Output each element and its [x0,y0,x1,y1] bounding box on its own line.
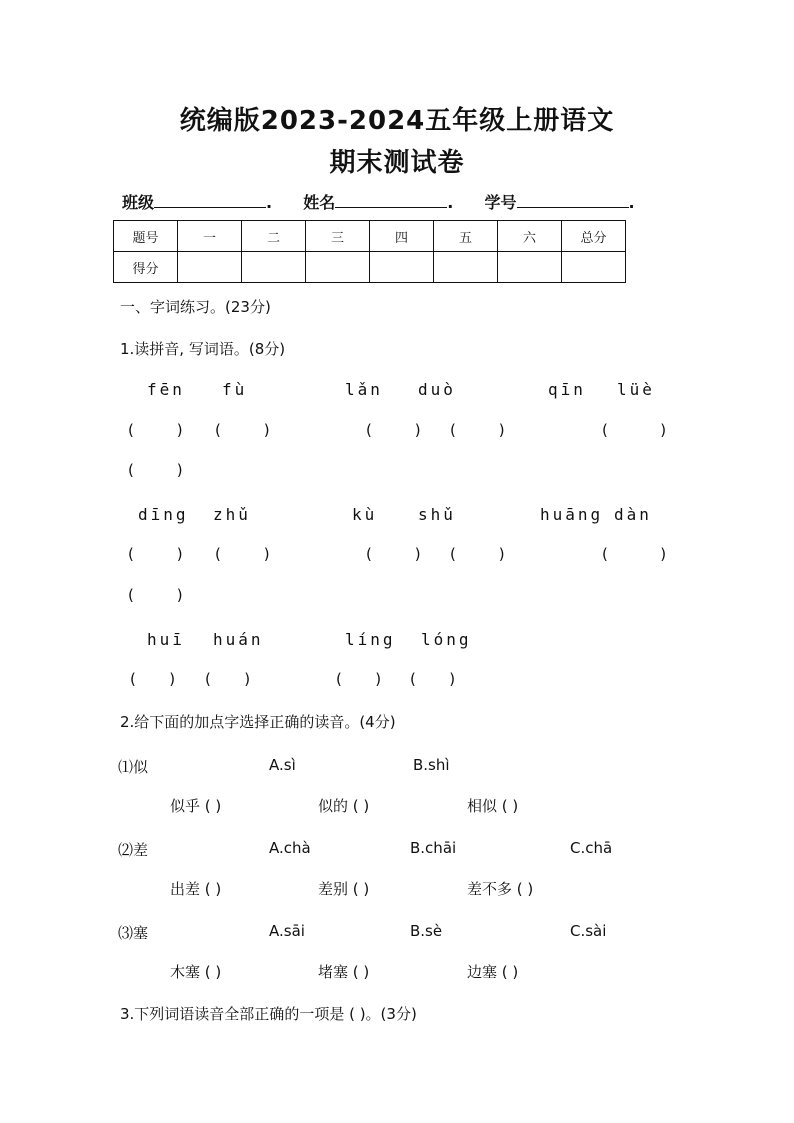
q2-word[interactable]: 堵塞 ( ) [318,963,370,981]
info-line [122,190,635,213]
name-label: 姓名 [303,193,336,212]
q1-heading: 1.读拼音, 写词语。(8分) [120,340,286,358]
pinyin: lóng [421,630,472,649]
answer-box[interactable]: ( ) [130,670,176,688]
answer-box[interactable]: ( ) [450,421,505,439]
q3-heading: 3.下列词语读音全部正确的一项是 ( )。(3分) [120,1005,417,1023]
answer-box[interactable]: ( ) [410,670,456,688]
header-cell: 二 [242,221,306,252]
pinyin: fēn [147,380,185,399]
header-cell: 一 [178,221,242,252]
header-cell: 题号 [114,221,178,252]
pinyin: dàn [614,505,652,524]
q2-word[interactable]: 边塞 ( ) [467,963,519,981]
answer-box[interactable]: ( ) [215,545,270,563]
pinyin: shǔ [418,505,456,524]
q2-char: ⑶塞 [118,924,149,942]
pinyin: kù [352,505,378,524]
class-blank[interactable] [154,191,266,208]
answer-box[interactable]: ( ) [205,670,251,688]
answer-box[interactable]: ( ) [128,461,183,479]
score-cell[interactable] [242,252,306,283]
pinyin: huī [147,630,185,649]
answer-box[interactable]: ( ) [366,421,421,439]
answer-box[interactable]: ( ) [128,545,183,563]
score-cell[interactable] [370,252,434,283]
pinyin: líng [345,630,396,649]
answer-box[interactable]: ( ) [366,545,421,563]
pinyin: qīn [548,380,586,399]
score-cell[interactable] [306,252,370,283]
q2-word[interactable]: 差不多 ( ) [467,880,534,898]
pinyin: lüè [617,380,655,399]
score-table-header-row [114,221,626,252]
pinyin: lǎn [345,380,383,399]
pinyin: dīng [138,505,189,524]
id-blank[interactable] [517,191,629,208]
page-title-line1: 统编版2023-2024五年级上册语文 [179,106,615,136]
pinyin: huāng [540,505,604,524]
q2-char: ⑵差 [118,841,149,859]
q2-word[interactable]: 似的 ( ) [318,797,370,815]
q2-option: B.shì [413,756,450,774]
dot: . [628,193,635,212]
score-cell[interactable] [434,252,498,283]
answer-box[interactable]: ( ) [602,421,667,439]
header-cell: 总分 [562,221,626,252]
q2-option: B.sè [410,922,443,940]
section1-heading: 一、字词练习。(23分) [120,298,271,316]
answer-box[interactable]: ( ) [215,421,270,439]
score-label-cell: 得分 [114,252,178,283]
pinyin: duò [418,380,456,399]
q2-option: B.chāi [410,839,457,857]
q2-heading: 2.给下面的加点字选择正确的读音。(4分) [120,713,396,731]
header-cell: 三 [306,221,370,252]
dot: . [266,193,273,212]
answer-box[interactable]: ( ) [128,586,183,604]
header-cell: 四 [370,221,434,252]
pinyin: fù [222,380,248,399]
id-label: 学号 [484,193,517,212]
answer-box[interactable]: ( ) [128,421,183,439]
dot: . [447,193,454,212]
page-title-line2: 期末测试卷 [329,148,465,178]
q2-char: ⑴似 [118,758,149,776]
class-label: 班级 [122,193,155,212]
header-cell: 五 [434,221,498,252]
q2-word[interactable]: 似乎 ( ) [170,797,222,815]
pinyin: huán [213,630,264,649]
answer-box[interactable]: ( ) [602,545,667,563]
q2-word[interactable]: 木塞 ( ) [170,963,222,981]
q2-option: A.chà [269,839,311,857]
score-table-score-row [114,252,626,283]
header-cell: 六 [498,221,562,252]
q2-option: A.sāi [269,922,305,940]
name-blank[interactable] [335,191,447,208]
score-table [113,220,626,283]
q2-option: C.chā [570,839,613,857]
score-cell[interactable] [178,252,242,283]
q2-option: C.sài [570,922,607,940]
q2-word[interactable]: 差别 ( ) [318,880,370,898]
pinyin: zhǔ [213,505,251,524]
q2-option: A.sì [269,756,296,774]
q2-word[interactable]: 相似 ( ) [467,797,519,815]
answer-box[interactable]: ( ) [450,545,505,563]
score-cell[interactable] [562,252,626,283]
answer-box[interactable]: ( ) [336,670,382,688]
q2-word[interactable]: 出差 ( ) [170,880,222,898]
score-cell[interactable] [498,252,562,283]
